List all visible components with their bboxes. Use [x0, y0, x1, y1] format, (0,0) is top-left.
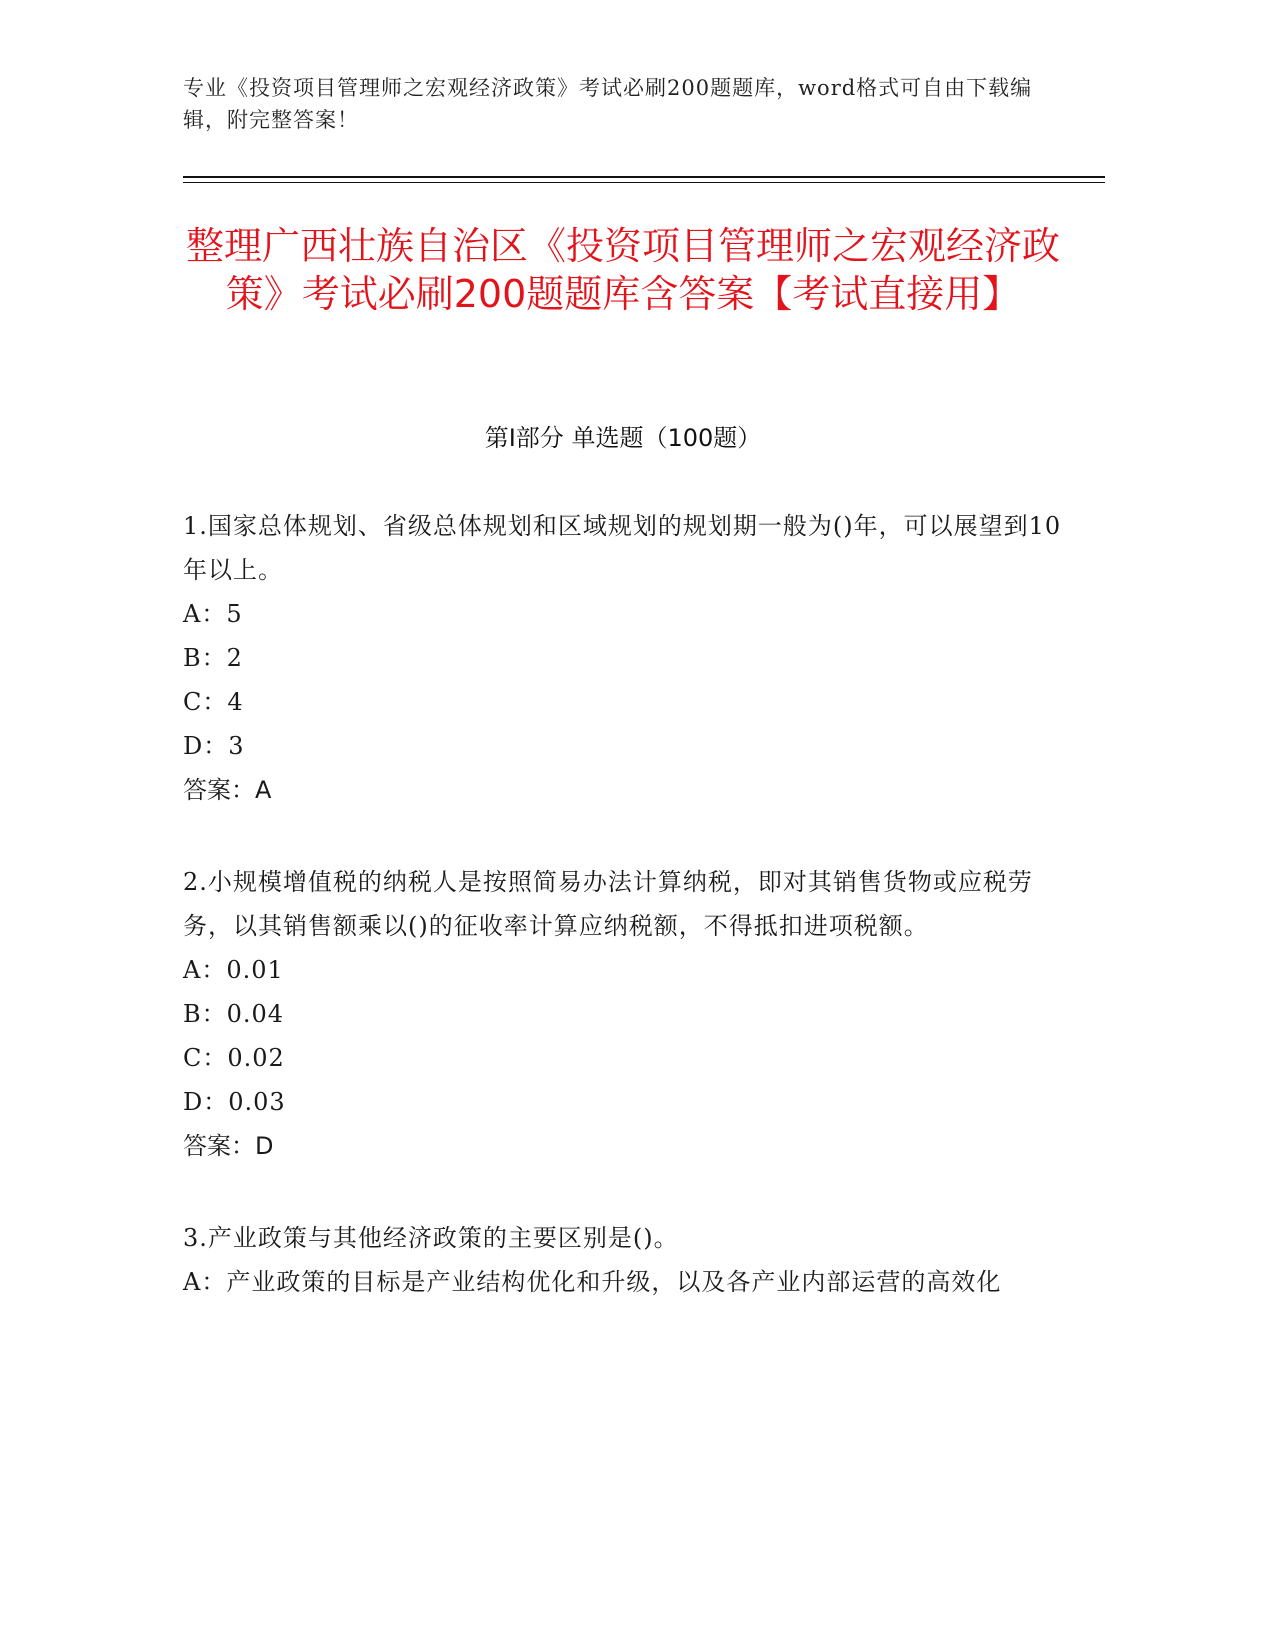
option-a: A：0.01	[183, 956, 284, 984]
option-a: A：产业政策的目标是产业结构优化和升级，以及各产业内部运营的高效化	[183, 1268, 1002, 1296]
option-c: C：0.02	[183, 1044, 285, 1072]
question-stem: 3.产业政策与其他经济政策的主要区别是()。	[183, 1224, 679, 1252]
option-b: B：0.04	[183, 1000, 285, 1028]
option-b: B：2	[183, 644, 243, 672]
option-c: C：4	[183, 688, 244, 716]
answer-label: 答案：A	[183, 776, 272, 804]
document-title: 整理广西壮族自治区《投资项目管理师之宏观经济政策》考试必刷200题题库含答案【考试直接用】	[185, 224, 1060, 316]
option-a: A：5	[183, 600, 243, 628]
header-rule-thin	[183, 182, 1105, 183]
header-rule-thick	[183, 176, 1105, 178]
section-title: 第Ⅰ部分 单选题（100题）	[484, 424, 762, 452]
question-stem: 2.小规模增值税的纳税人是按照简易办法计算纳税，即对其销售货物或应税劳务，以其销售额乘以()的征收率计算应纳税额，不得抵扣进项税额。	[183, 868, 1033, 940]
question-2	[183, 860, 1063, 1168]
question-1	[183, 504, 1063, 812]
option-d: D：0.03	[183, 1088, 286, 1116]
question-stem: 1.国家总体规划、省级总体规划和区域规划的规划期一般为()年，可以展望到10年以上。	[183, 512, 1062, 584]
answer-label: 答案：D	[183, 1132, 274, 1160]
question-3	[183, 1216, 1063, 1304]
header-note: 专业《投资项目管理师之宏观经济政策》考试必刷200题题库，word格式可自由下载编辑，附完整答案！	[183, 76, 1033, 132]
option-d: D：3	[183, 732, 245, 760]
question-list	[183, 504, 1063, 1352]
